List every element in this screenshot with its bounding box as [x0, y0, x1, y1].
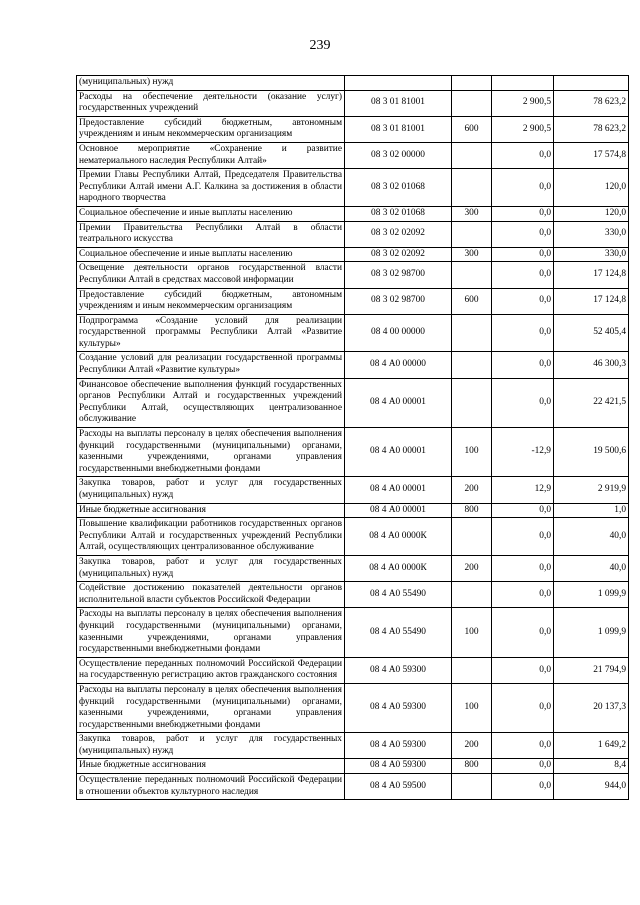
- row-code-cell: 08 3 02 01068: [345, 206, 452, 221]
- row-code-cell: 08 3 02 01068: [345, 169, 452, 207]
- table-row: [77, 759, 629, 774]
- row-expense-type-cell: [452, 657, 492, 683]
- row-total-amount-cell: [554, 76, 629, 91]
- row-code-cell: 08 4 А0 59300: [345, 683, 452, 732]
- row-name-cell: Расходы на выплаты персоналу в целях обеспечения выполнения функций государственными (муниципальными) органами, казенными учреждениями, органами управления государственными внебюджетными фондами: [77, 428, 345, 477]
- row-change-amount-cell: 0,0: [492, 314, 554, 352]
- row-code-cell: 08 3 02 02092: [345, 247, 452, 262]
- row-total-amount-cell: 21 794,9: [554, 657, 629, 683]
- row-change-amount-cell: 0,0: [492, 142, 554, 168]
- row-expense-type-cell: 200: [452, 733, 492, 759]
- table-row: [77, 90, 629, 116]
- row-total-amount-cell: 1,0: [554, 503, 629, 518]
- row-code-cell: 08 4 А0 55490: [345, 608, 452, 657]
- row-expense-type-cell: [452, 774, 492, 800]
- row-change-amount-cell: 0,0: [492, 582, 554, 608]
- row-expense-type-cell: 300: [452, 206, 492, 221]
- table-row: [77, 206, 629, 221]
- table-row: [77, 221, 629, 247]
- row-name-cell: Расходы на обеспечение деятельности (оказание услуг) государственных учреждений: [77, 90, 345, 116]
- row-total-amount-cell: 330,0: [554, 247, 629, 262]
- row-name-cell: (муниципальных) нужд: [77, 76, 345, 91]
- row-name-cell: Повышение квалификации работников государственных органов Республики Алтай и государственных учреждений Республики Алтай, осуществляющих централизованное обслуживание: [77, 518, 345, 556]
- table-row: [77, 247, 629, 262]
- table-row: [77, 262, 629, 288]
- row-expense-type-cell: [452, 90, 492, 116]
- row-change-amount-cell: 0,0: [492, 352, 554, 378]
- row-name-cell: Осуществление переданных полномочий Российской Федерации в отношении объектов культурного наследия: [77, 774, 345, 800]
- row-code-cell: 08 3 02 02092: [345, 221, 452, 247]
- row-expense-type-cell: 600: [452, 288, 492, 314]
- row-expense-type-cell: [452, 142, 492, 168]
- row-name-cell: Финансовое обеспечение выполнения функций государственных органов Республики Алтай и государственных учреждений Республики Алтай, осуществляющих централизованное обслуживание: [77, 378, 345, 427]
- table-row: [77, 378, 629, 427]
- row-code-cell: 08 4 00 00000: [345, 314, 452, 352]
- table-row: [77, 582, 629, 608]
- table-row: [77, 774, 629, 800]
- row-code-cell: 08 3 02 00000: [345, 142, 452, 168]
- row-change-amount-cell: -12,9: [492, 428, 554, 477]
- table-row: [77, 288, 629, 314]
- row-total-amount-cell: 78 623,2: [554, 90, 629, 116]
- row-expense-type-cell: 200: [452, 477, 492, 503]
- table-row: [77, 352, 629, 378]
- table-row: [77, 477, 629, 503]
- budget-table: [76, 75, 629, 800]
- row-name-cell: Подпрограмма «Создание условий для реализации государственной программы Республики Алтай «Развитие культуры»: [77, 314, 345, 352]
- row-name-cell: Закупка товаров, работ и услуг для государственных (муниципальных) нужд: [77, 733, 345, 759]
- row-name-cell: Социальное обеспечение и иные выплаты населению: [77, 247, 345, 262]
- row-code-cell: 08 4 А0 00001: [345, 378, 452, 427]
- row-code-cell: 08 4 А0 00001: [345, 503, 452, 518]
- row-name-cell: Расходы на выплаты персоналу в целях обеспечения выполнения функций государственными (муниципальными) органами, казенными учреждениями, органами управления государственными внебюджетными фондами: [77, 683, 345, 732]
- row-total-amount-cell: 1 099,9: [554, 608, 629, 657]
- row-total-amount-cell: 40,0: [554, 555, 629, 581]
- row-expense-type-cell: 600: [452, 116, 492, 142]
- table-row: [77, 733, 629, 759]
- row-expense-type-cell: 800: [452, 503, 492, 518]
- row-total-amount-cell: 52 405,4: [554, 314, 629, 352]
- row-code-cell: 08 4 А0 59500: [345, 774, 452, 800]
- row-code-cell: 08 4 А0 00001: [345, 428, 452, 477]
- row-change-amount-cell: 0,0: [492, 555, 554, 581]
- table-row: [77, 169, 629, 207]
- row-name-cell: Осуществление переданных полномочий Российской Федерации на государственную регистрацию актов гражданского состояния: [77, 657, 345, 683]
- row-name-cell: Освещение деятельности органов государственной власти Республики Алтай в средствах массовой информации: [77, 262, 345, 288]
- row-expense-type-cell: [452, 76, 492, 91]
- row-change-amount-cell: 2 900,5: [492, 116, 554, 142]
- row-expense-type-cell: [452, 221, 492, 247]
- table-row: [77, 518, 629, 556]
- row-change-amount-cell: 0,0: [492, 378, 554, 427]
- row-change-amount-cell: [492, 76, 554, 91]
- row-expense-type-cell: 800: [452, 759, 492, 774]
- row-total-amount-cell: 944,0: [554, 774, 629, 800]
- row-total-amount-cell: 330,0: [554, 221, 629, 247]
- row-code-cell: 08 4 А0 0000К: [345, 518, 452, 556]
- row-name-cell: Социальное обеспечение и иные выплаты населению: [77, 206, 345, 221]
- row-change-amount-cell: 12,9: [492, 477, 554, 503]
- row-change-amount-cell: 0,0: [492, 206, 554, 221]
- row-name-cell: Премии Правительства Республики Алтай в области театрального искусства: [77, 221, 345, 247]
- row-change-amount-cell: 0,0: [492, 503, 554, 518]
- row-code-cell: 08 4 А0 59300: [345, 657, 452, 683]
- row-total-amount-cell: 78 623,2: [554, 116, 629, 142]
- row-code-cell: 08 3 02 98700: [345, 288, 452, 314]
- row-expense-type-cell: 100: [452, 608, 492, 657]
- row-code-cell: 08 4 А0 59300: [345, 759, 452, 774]
- row-name-cell: Иные бюджетные ассигнования: [77, 759, 345, 774]
- row-name-cell: Иные бюджетные ассигнования: [77, 503, 345, 518]
- row-code-cell: [345, 76, 452, 91]
- row-total-amount-cell: 17 574,8: [554, 142, 629, 168]
- row-name-cell: Предоставление субсидий бюджетным, автономным учреждениям и иным некоммерческим организациям: [77, 116, 345, 142]
- row-name-cell: Создание условий для реализации государственной программы Республики Алтай «Развитие культуры»: [77, 352, 345, 378]
- row-change-amount-cell: 0,0: [492, 169, 554, 207]
- row-change-amount-cell: 2 900,5: [492, 90, 554, 116]
- row-name-cell: Расходы на выплаты персоналу в целях обеспечения выполнения функций государственными (муниципальными) органами, казенными учреждениями, органами управления государственными внебюджетными фондами: [77, 608, 345, 657]
- row-change-amount-cell: 0,0: [492, 774, 554, 800]
- row-total-amount-cell: 120,0: [554, 206, 629, 221]
- row-code-cell: 08 4 А0 55490: [345, 582, 452, 608]
- row-total-amount-cell: 120,0: [554, 169, 629, 207]
- row-total-amount-cell: 46 300,3: [554, 352, 629, 378]
- row-name-cell: Закупка товаров, работ и услуг для государственных (муниципальных) нужд: [77, 477, 345, 503]
- row-code-cell: 08 4 А0 0000К: [345, 555, 452, 581]
- table-row: [77, 116, 629, 142]
- row-expense-type-cell: [452, 314, 492, 352]
- row-change-amount-cell: 0,0: [492, 247, 554, 262]
- table-row: [77, 683, 629, 732]
- row-change-amount-cell: 0,0: [492, 288, 554, 314]
- row-total-amount-cell: 20 137,3: [554, 683, 629, 732]
- row-code-cell: 08 3 02 98700: [345, 262, 452, 288]
- row-change-amount-cell: 0,0: [492, 262, 554, 288]
- row-expense-type-cell: 100: [452, 683, 492, 732]
- row-total-amount-cell: 17 124,8: [554, 288, 629, 314]
- row-code-cell: 08 3 01 81001: [345, 116, 452, 142]
- row-expense-type-cell: 200: [452, 555, 492, 581]
- row-expense-type-cell: [452, 518, 492, 556]
- table-row: [77, 608, 629, 657]
- table-row: [77, 503, 629, 518]
- row-name-cell: Основное мероприятие «Сохранение и развитие нематериального наследия Республики Алтай»: [77, 142, 345, 168]
- table-row: [77, 76, 629, 91]
- page-number: 239: [309, 38, 331, 53]
- row-change-amount-cell: 0,0: [492, 518, 554, 556]
- row-expense-type-cell: [452, 262, 492, 288]
- row-total-amount-cell: 8,4: [554, 759, 629, 774]
- table-row: [77, 428, 629, 477]
- row-total-amount-cell: 19 500,6: [554, 428, 629, 477]
- row-name-cell: Закупка товаров, работ и услуг для государственных (муниципальных) нужд: [77, 555, 345, 581]
- row-total-amount-cell: 2 919,9: [554, 477, 629, 503]
- row-total-amount-cell: 1 649,2: [554, 733, 629, 759]
- row-expense-type-cell: 300: [452, 247, 492, 262]
- budget-table-body: [77, 76, 629, 800]
- row-code-cell: 08 4 А0 00000: [345, 352, 452, 378]
- row-total-amount-cell: 22 421,5: [554, 378, 629, 427]
- row-name-cell: Премии Главы Республики Алтай, Председателя Правительства Республики Алтай имени А.Г. Калкина за достижения в области народного творчества: [77, 169, 345, 207]
- row-change-amount-cell: 0,0: [492, 608, 554, 657]
- row-change-amount-cell: 0,0: [492, 733, 554, 759]
- row-name-cell: Предоставление субсидий бюджетным, автономным учреждениям и иным некоммерческим организациям: [77, 288, 345, 314]
- row-change-amount-cell: 0,0: [492, 759, 554, 774]
- row-total-amount-cell: 17 124,8: [554, 262, 629, 288]
- table-row: [77, 555, 629, 581]
- table-row: [77, 657, 629, 683]
- row-code-cell: 08 4 А0 59300: [345, 733, 452, 759]
- row-expense-type-cell: [452, 582, 492, 608]
- row-change-amount-cell: 0,0: [492, 683, 554, 732]
- row-code-cell: 08 3 01 81001: [345, 90, 452, 116]
- table-row: [77, 142, 629, 168]
- row-change-amount-cell: 0,0: [492, 657, 554, 683]
- row-expense-type-cell: [452, 169, 492, 207]
- row-code-cell: 08 4 А0 00001: [345, 477, 452, 503]
- row-name-cell: Содействие достижению показателей деятельности органов исполнительной власти субъектов Российской Федерации: [77, 582, 345, 608]
- row-total-amount-cell: 1 099,9: [554, 582, 629, 608]
- row-expense-type-cell: 100: [452, 428, 492, 477]
- row-total-amount-cell: 40,0: [554, 518, 629, 556]
- table-row: [77, 314, 629, 352]
- row-expense-type-cell: [452, 378, 492, 427]
- row-expense-type-cell: [452, 352, 492, 378]
- row-change-amount-cell: 0,0: [492, 221, 554, 247]
